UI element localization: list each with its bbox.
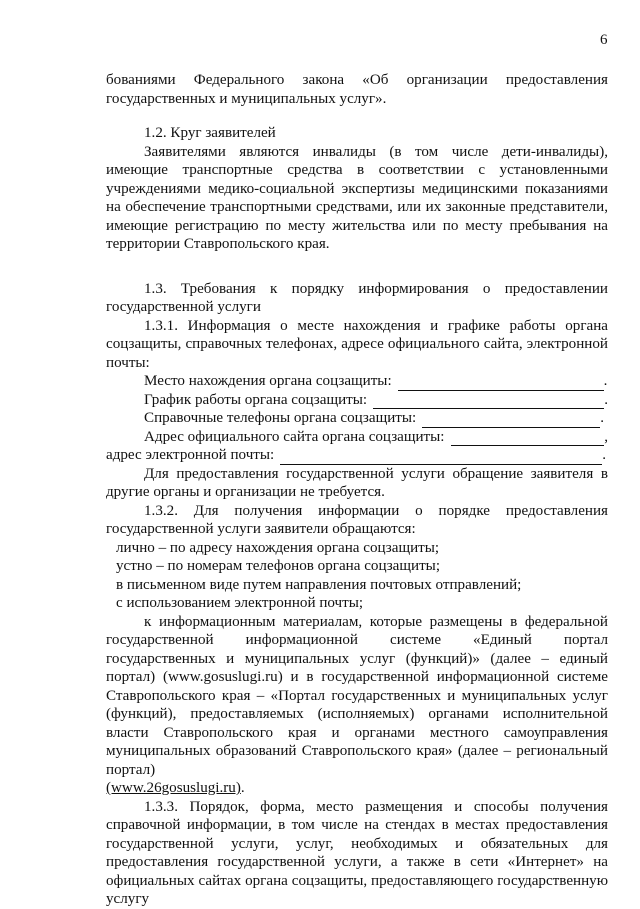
field-email-blank bbox=[280, 450, 602, 465]
field-location-blank bbox=[398, 376, 604, 391]
field-email-row bbox=[106, 446, 608, 465]
appeal-method-portal: к информационным материалам, которые размещены в федеральной государственной информационной системе «Единый портал государственных и муниципальных услуг (функций)» (далее – единый портал) (www.gosuslugi.ru) и в государственной информационной системе Ставропольского края – «Портал государственных и муниципальных услуг (функций), предоставляемых (исполняемых) органами исполнительной власти Ставропольского края и органами местного самоуправления муниципальных образований Ставропольского края» (далее – региональный портал) bbox=[106, 613, 608, 778]
section-1-2-heading: 1.2. Круг заявителей bbox=[144, 125, 276, 141]
intro-paragraph: бованиями Федерального закона «Об организации предоставления государственных и муниципальных услуг». bbox=[106, 72, 608, 107]
field-phones-blank bbox=[422, 413, 600, 428]
appeal-method-email: с использованием электронной почты; bbox=[116, 595, 364, 611]
regional-portal-line: (www.26gosuslugi.ru). bbox=[106, 780, 245, 796]
appeal-method-mail: в письменном виде путем направления почтовых отправлений; bbox=[116, 576, 522, 593]
section-1-3-1-no-appeal: Для предоставления государственной услуги обращение заявителя в другие органы и организации не требуется. bbox=[106, 465, 608, 500]
field-phones-punct: . bbox=[600, 410, 604, 426]
field-website-blank bbox=[451, 431, 605, 446]
field-schedule-blank bbox=[373, 394, 604, 409]
field-email-punct: . bbox=[602, 447, 607, 463]
field-website-punct: , bbox=[604, 428, 608, 445]
field-location-punct: . bbox=[603, 373, 608, 389]
section-1-3-2-text: 1.3.2. Для получения информации о порядке предоставления государственной услуги заявители обращаются: bbox=[106, 502, 608, 537]
field-phones-row bbox=[106, 409, 608, 428]
field-phones-label: Справочные телефоны органа соцзащиты: bbox=[144, 410, 417, 426]
field-email-label: адрес электронной почты: bbox=[106, 447, 275, 463]
field-location-label: Место нахождения органа соцзащиты: bbox=[144, 373, 392, 389]
field-schedule-row bbox=[106, 391, 608, 410]
section-1-3-3-text: 1.3.3. Порядок, форма, место размещения и способы получения справочной информации, в том числе на стендах в местах предоставления государственной услуги, услуг, необходимых и обязательных для предоставления государственной услуги, а также в сети «Интернет» на официальных сайтах органа соцзащиты, предоставляющего государственную услугу bbox=[106, 798, 608, 907]
page-number: 6 bbox=[600, 32, 608, 48]
field-website-label: Адрес официального сайта органа соцзащиты: bbox=[144, 428, 445, 445]
field-location-row bbox=[106, 372, 608, 391]
document-body bbox=[106, 71, 608, 909]
field-schedule-label: График работы органа соцзащиты: bbox=[144, 391, 368, 408]
appeal-method-phone: устно – по номерам телефонов органа соцзащиты; bbox=[116, 558, 441, 574]
section-1-2-text: Заявителями являются инвалиды (в том числе дети-инвалиды), имеющие транспортные средства в соответствии с установленными учреждениями медико-социальной экспертизы медицинскими показаниями на обеспечение транспортными средствами, или их законные представители, имеющие регистрацию по месту жительства или по месту пребывания на территории Ставропольского края. bbox=[106, 143, 608, 252]
section-1-3-heading: 1.3. Требования к порядку информирования о предоставлении государственной услуги bbox=[106, 280, 608, 315]
section-1-3-1-text: 1.3.1. Информация о месте нахождения и графике работы органа соцзащиты, справочных телефонах, адресе официального сайта, электронной почты: bbox=[106, 317, 608, 371]
field-website-row bbox=[106, 428, 608, 447]
field-schedule-punct: . bbox=[604, 391, 608, 408]
appeal-method-personal: лично – по адресу нахождения органа соцзащиты; bbox=[116, 539, 440, 556]
regional-portal-link[interactable]: (www.26gosuslugi.ru) bbox=[106, 780, 241, 796]
